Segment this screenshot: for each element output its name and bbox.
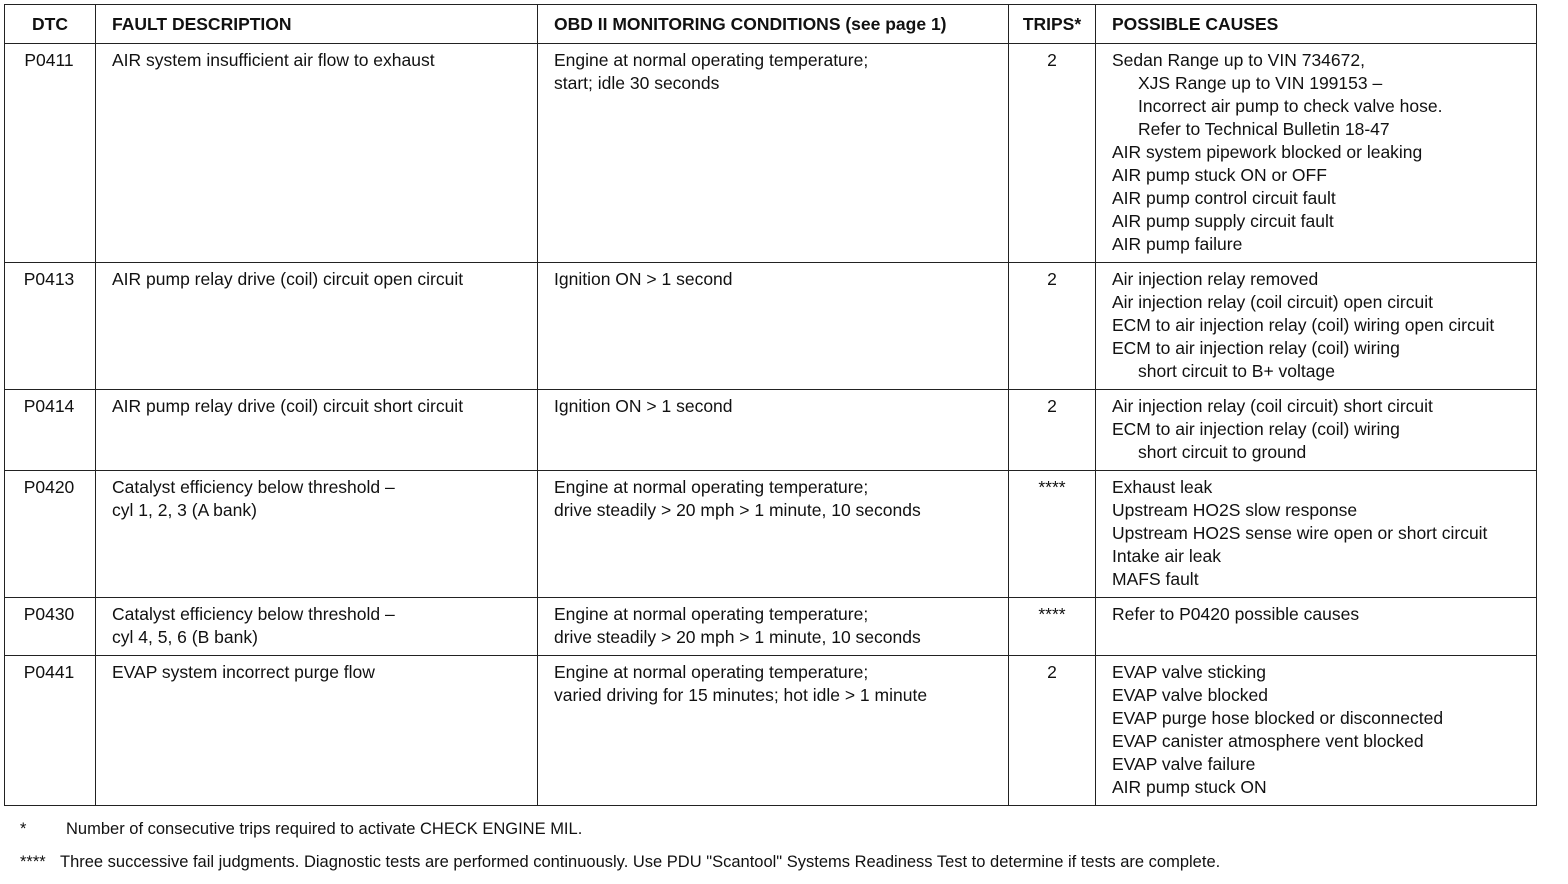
possible-causes-line: EVAP canister atmosphere vent blocked	[1112, 731, 1424, 751]
possible-causes	[1096, 263, 1537, 390]
possible-causes-line: Sedan Range up to VIN 734672,	[1112, 50, 1365, 70]
fault-description-line: Catalyst efficiency below threshold –	[112, 477, 395, 497]
fault-description-line: cyl 1, 2, 3 (A bank)	[112, 500, 257, 520]
monitoring-conditions	[538, 656, 1009, 806]
trips-count	[1009, 44, 1096, 263]
fault-description	[96, 471, 538, 598]
footnote-text: Number of consecutive trips required to activate CHECK ENGINE MIL.	[66, 820, 583, 838]
possible-causes	[1096, 390, 1537, 471]
trips-count-value: 2	[1047, 269, 1057, 289]
monitoring-conditions-line: start; idle 30 seconds	[554, 73, 720, 93]
trips-count-value: 2	[1047, 50, 1057, 70]
table-row	[5, 263, 1537, 390]
possible-causes-line: AIR pump control circuit fault	[1112, 188, 1336, 208]
possible-causes	[1096, 471, 1537, 598]
possible-causes-line: short circuit to ground	[1138, 442, 1307, 462]
fault-description-line: EVAP system incorrect purge flow	[112, 662, 375, 682]
header-monitoring-conditions: OBD II MONITORING CONDITIONS (see page 1)	[538, 5, 1009, 44]
monitoring-conditions-line: Engine at normal operating temperature;	[554, 662, 869, 682]
possible-causes-line: ECM to air injection relay (coil) wiring	[1112, 338, 1400, 358]
trips-count	[1009, 471, 1096, 598]
possible-causes-line: EVAP valve sticking	[1112, 662, 1267, 682]
fault-description-line: Catalyst efficiency below threshold –	[112, 604, 395, 624]
possible-causes	[1096, 44, 1537, 263]
dtc-code	[5, 598, 96, 656]
possible-causes-line: AIR pump stuck ON or OFF	[1112, 165, 1327, 185]
fault-description	[96, 263, 538, 390]
possible-causes-line: Refer to P0420 possible causes	[1112, 604, 1360, 624]
possible-causes-line: Incorrect air pump to check valve hose.	[1138, 96, 1443, 116]
possible-causes-line: Air injection relay (coil circuit) open circuit	[1112, 292, 1433, 312]
possible-causes-line: XJS Range up to VIN 199153 –	[1138, 73, 1383, 93]
table-row	[5, 598, 1537, 656]
possible-causes-line: AIR pump supply circuit fault	[1112, 211, 1334, 231]
possible-causes	[1096, 656, 1537, 806]
footnote-readiness	[20, 851, 1220, 873]
trips-count-value: 2	[1047, 396, 1057, 416]
fault-description-line: AIR pump relay drive (coil) circuit open circuit	[112, 269, 464, 289]
possible-causes-line: MAFS fault	[1112, 569, 1199, 589]
dtc-code	[5, 44, 96, 263]
possible-causes	[1096, 598, 1537, 656]
monitoring-conditions-line: varied driving for 15 minutes; hot idle > 1 minute	[554, 685, 928, 705]
possible-causes-line: Exhaust leak	[1112, 477, 1213, 497]
dtc-code-value: P0420	[23, 477, 75, 497]
possible-causes-line: ECM to air injection relay (coil) wiring open circuit	[1112, 315, 1495, 335]
header-fault-description: FAULT DESCRIPTION	[96, 5, 538, 44]
trips-count	[1009, 598, 1096, 656]
possible-causes-line: AIR pump failure	[1112, 234, 1243, 254]
possible-causes-line: Upstream HO2S slow response	[1112, 500, 1358, 520]
monitoring-conditions-line: Ignition ON > 1 second	[554, 269, 733, 289]
trips-count	[1009, 263, 1096, 390]
possible-causes-line: Upstream HO2S sense wire open or short circuit	[1112, 523, 1488, 543]
trips-count	[1009, 390, 1096, 471]
footnote-mark: ****	[20, 853, 46, 871]
footnotes	[20, 818, 1220, 884]
fault-description-line: cyl 4, 5, 6 (B bank)	[112, 627, 258, 647]
fault-description	[96, 390, 538, 471]
dtc-code-value: P0430	[23, 604, 75, 624]
possible-causes-line: EVAP valve failure	[1112, 754, 1256, 774]
dtc-table	[4, 4, 1537, 806]
monitoring-conditions-line: Engine at normal operating temperature;	[554, 604, 869, 624]
possible-causes-line: Air injection relay removed	[1112, 269, 1319, 289]
trips-count	[1009, 656, 1096, 806]
monitoring-conditions-line: Engine at normal operating temperature;	[554, 477, 869, 497]
possible-causes-line: EVAP valve blocked	[1112, 685, 1268, 705]
footnote-trips	[20, 818, 1220, 840]
dtc-code-value: P0441	[23, 662, 75, 682]
monitoring-conditions	[538, 390, 1009, 471]
possible-causes-line: Air injection relay (coil circuit) short circuit	[1112, 396, 1433, 416]
header-row	[5, 5, 1537, 44]
possible-causes-line: AIR pump stuck ON	[1112, 777, 1267, 797]
possible-causes-line: ECM to air injection relay (coil) wiring	[1112, 419, 1400, 439]
monitoring-conditions	[538, 471, 1009, 598]
fault-description	[96, 656, 538, 806]
header-possible-causes: POSSIBLE CAUSES	[1096, 5, 1537, 44]
trips-count-value: ****	[1038, 604, 1066, 624]
possible-causes-line: EVAP purge hose blocked or disconnected	[1112, 708, 1444, 728]
table-row	[5, 390, 1537, 471]
dtc-code	[5, 656, 96, 806]
table-row	[5, 44, 1537, 263]
trips-count-value: ****	[1038, 477, 1066, 497]
dtc-code-value: P0411	[24, 50, 74, 70]
dtc-code	[5, 263, 96, 390]
dtc-code	[5, 390, 96, 471]
header-trips: TRIPS*	[1009, 5, 1096, 44]
dtc-code-value: P0414	[23, 396, 75, 416]
possible-causes-line: Refer to Technical Bulletin 18-47	[1138, 119, 1390, 139]
table-row	[5, 656, 1537, 806]
possible-causes-line: AIR system pipework blocked or leaking	[1112, 142, 1423, 162]
possible-causes-line: short circuit to B+ voltage	[1138, 361, 1335, 381]
monitoring-conditions-line: drive steadily > 20 mph > 1 minute, 10 seconds	[554, 500, 921, 520]
table-row	[5, 471, 1537, 598]
fault-description-line: AIR system insufficient air flow to exhaust	[112, 50, 435, 70]
trips-count-value: 2	[1047, 662, 1057, 682]
dtc-code	[5, 471, 96, 598]
dtc-code-value: P0413	[23, 269, 75, 289]
monitoring-conditions	[538, 598, 1009, 656]
monitoring-conditions-line: drive steadily > 20 mph > 1 minute, 10 seconds	[554, 627, 921, 647]
footnote-text: Three successive fail judgments. Diagnostic tests are performed continuously. Use PDU "Scantool" Systems Readiness Test to determine if tests are complete.	[60, 853, 1221, 871]
possible-causes-line: Intake air leak	[1112, 546, 1221, 566]
fault-description	[96, 598, 538, 656]
header-dtc: DTC	[5, 5, 96, 44]
footnote-mark: *	[20, 820, 27, 838]
monitoring-conditions	[538, 263, 1009, 390]
monitoring-conditions	[538, 44, 1009, 263]
monitoring-conditions-line: Ignition ON > 1 second	[554, 396, 733, 416]
monitoring-conditions-line: Engine at normal operating temperature;	[554, 50, 869, 70]
fault-description	[96, 44, 538, 263]
fault-description-line: AIR pump relay drive (coil) circuit short circuit	[112, 396, 464, 416]
